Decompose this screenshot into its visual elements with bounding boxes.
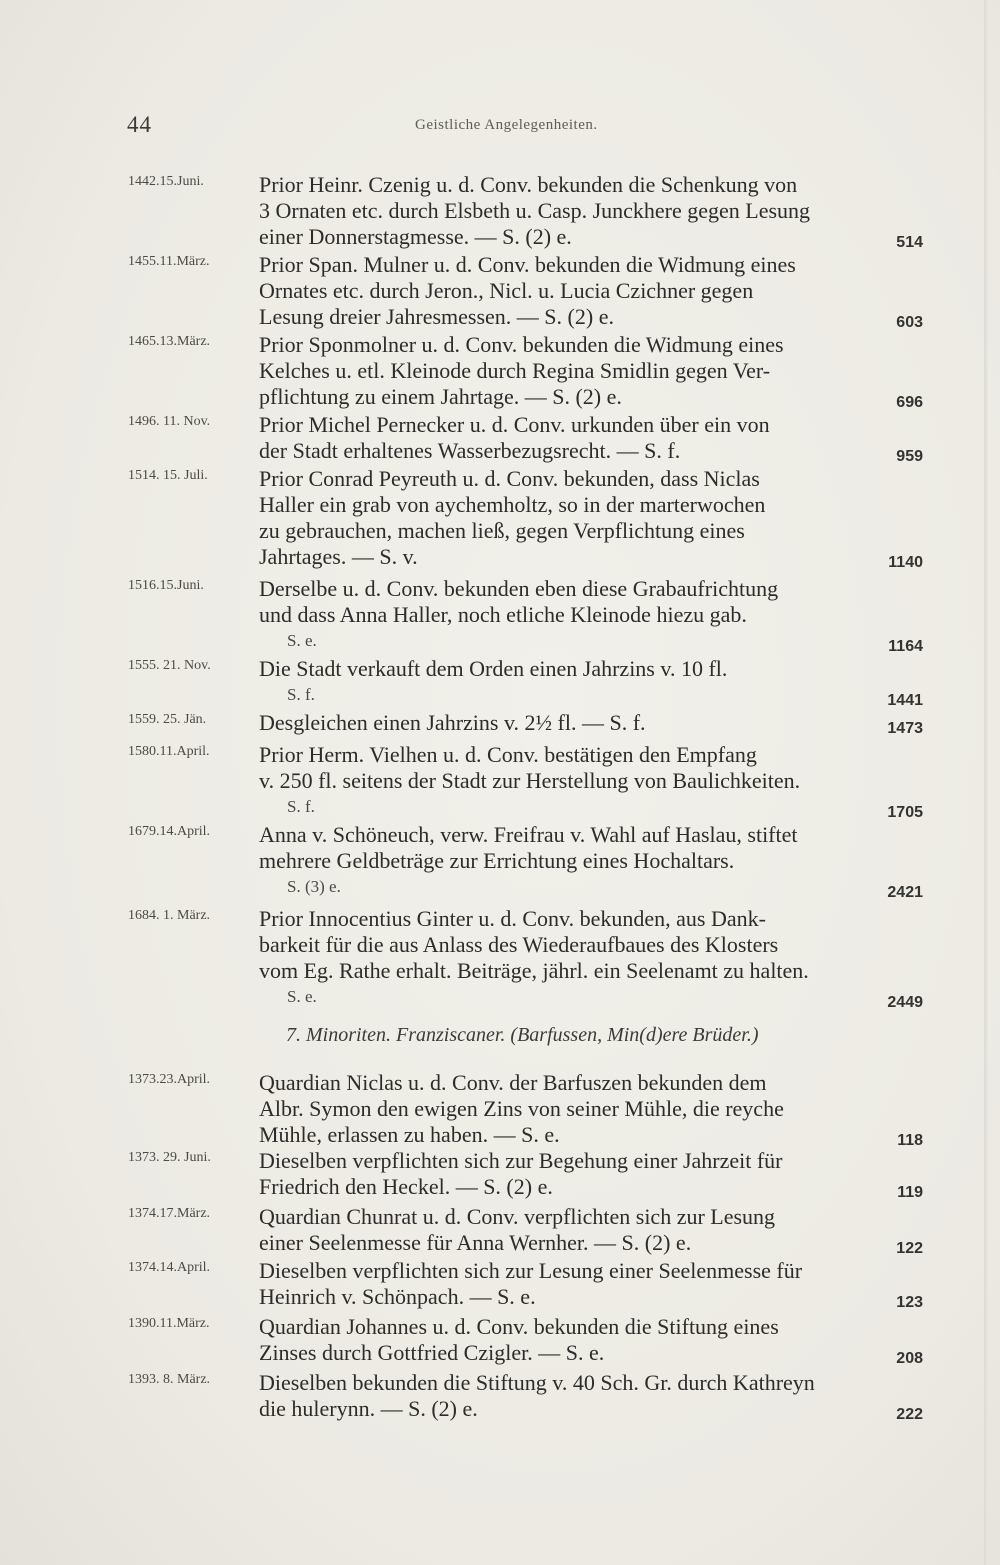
- entry-line: Derselbe u. d. Conv. bekunden eben diese Grabaufrichtung: [259, 576, 779, 601]
- document-number: 2421: [887, 884, 923, 901]
- entry-line: 3 Ornaten etc. durch Elsbeth u. Casp. Junckhere gegen Lesung: [259, 198, 811, 223]
- entry-line: Quardian Johannes u. d. Conv. bekunden die Stiftung eines: [259, 1314, 779, 1339]
- document-number: 1441: [887, 692, 923, 709]
- entry-date: 1455.11.März.: [128, 254, 210, 269]
- entry-date: 1496. 11. Nov.: [128, 414, 211, 429]
- entry-line: Zinses durch Gottfried Czigler. — S. e.: [259, 1340, 605, 1365]
- page-edge-shadow: [984, 0, 988, 1565]
- entry-line: barkeit für die aus Anlass des Wiederaufbaues des Klosters: [259, 932, 779, 957]
- document-number: 1705: [887, 804, 923, 821]
- page-header: [127, 112, 647, 142]
- entry-line: Prior Conrad Peyreuth u. d. Conv. bekunden, dass Niclas: [259, 466, 760, 491]
- document-number: 514: [896, 234, 923, 251]
- entry-line: S. f.: [287, 797, 315, 816]
- entry-line: die hulerynn. — S. (2) e.: [259, 1396, 478, 1421]
- entry-line: v. 250 fl. seitens der Stadt zur Herstellung von Baulichkeiten.: [259, 768, 801, 793]
- document-number: 603: [896, 314, 923, 331]
- entry-text: [259, 1258, 923, 1310]
- entry-line: Dieselben bekunden die Stiftung v. 40 Sch. Gr. durch Kathreyn: [259, 1370, 815, 1395]
- document-number: 208: [896, 1350, 923, 1367]
- entry-date: 1373. 29. Juni.: [128, 1150, 211, 1165]
- entry-line: Prior Innocentius Ginter u. d. Conv. bekunden, aus Dank-: [259, 906, 766, 931]
- entry-line: einer Seelenmesse für Anna Wernher. — S. (2) e.: [259, 1230, 692, 1255]
- entry-text: [259, 656, 923, 708]
- entry-line: Prior Sponmolner u. d. Conv. bekunden die Widmung eines: [259, 332, 784, 357]
- entry-date: 1559. 25. Jän.: [128, 712, 207, 727]
- document-number: 1140: [888, 554, 923, 571]
- entry-line: Kelches u. etl. Kleinode durch Regina Smidlin gegen Ver-: [259, 358, 771, 383]
- entry-text: [259, 576, 923, 654]
- entry-line: Quardian Niclas u. d. Conv. der Barfuszen bekunden dem: [259, 1070, 767, 1095]
- entry-line: Dieselben verpflichten sich zur Begehung einer Jahrzeit für: [259, 1148, 783, 1173]
- entry-date: 1390.11.März.: [128, 1316, 210, 1331]
- entry-line: Haller ein grab von aychemholtz, so in der marterwochen: [259, 492, 766, 517]
- entry-date: 1555. 21. Nov.: [128, 658, 211, 673]
- entry-text: [259, 906, 923, 1010]
- entry-line: Prior Span. Mulner u. d. Conv. bekunden die Widmung eines: [259, 252, 796, 277]
- entry-line: Prior Michel Pernecker u. d. Conv. urkunden über ein von: [259, 412, 770, 437]
- section-heading: 7. Minoriten. Franziscaner. (Barfussen, Min(d)ere Brüder.): [286, 1024, 759, 1046]
- entry-date: 1679.14.April.: [128, 824, 211, 839]
- entry-date: 1516.15.Juni.: [128, 578, 204, 593]
- entry-text: [259, 1070, 923, 1148]
- entry-line: Friedrich den Heckel. — S. (2) e.: [259, 1174, 553, 1199]
- entry-line: Dieselben verpflichten sich zur Lesung einer Seelenmesse für: [259, 1258, 803, 1283]
- entry-date: 1373.23.April.: [128, 1072, 211, 1087]
- entry-line: Lesung dreier Jahresmessen. — S. (2) e.: [259, 304, 614, 329]
- entry-line: Quardian Chunrat u. d. Conv. verpflichten sich zur Lesung: [259, 1204, 776, 1229]
- entry-line: Ornates etc. durch Jeron., Nicl. u. Lucia Czichner gegen: [259, 278, 754, 303]
- document-number: 696: [896, 394, 923, 411]
- entry-text: [259, 1370, 923, 1422]
- entry-text: [259, 466, 923, 570]
- entry-line: S. e.: [287, 631, 317, 650]
- document-number: 1473: [887, 720, 923, 737]
- entry-text: [259, 742, 923, 820]
- page-number: 44: [127, 112, 152, 137]
- document-number: 119: [897, 1184, 923, 1201]
- entry-text: [259, 1148, 923, 1200]
- entry-date: 1374.14.April.: [128, 1260, 211, 1275]
- document-number: 959: [896, 448, 923, 465]
- entry-text: [259, 412, 923, 464]
- document-number: 2449: [887, 994, 923, 1011]
- entry-text: [259, 710, 923, 736]
- entry-line: einer Donnerstagmesse. — S. (2) e.: [259, 224, 572, 249]
- entry-line: Prior Herm. Vielhen u. d. Conv. bestätigen den Empfang: [259, 742, 757, 767]
- entry-line: S. e.: [287, 987, 317, 1006]
- entry-line: mehrere Geldbeträge zur Errichtung eines Hochaltars.: [259, 848, 735, 873]
- entry-date: 1684. 1. März.: [128, 908, 211, 923]
- document-number: 122: [896, 1240, 923, 1257]
- entry-line: Heinrich v. Schönpach. — S. e.: [259, 1284, 536, 1309]
- document-number: 118: [897, 1132, 923, 1149]
- document-number: 1164: [888, 638, 923, 655]
- entry-line: Prior Heinr. Czenig u. d. Conv. bekunden die Schenkung von: [259, 172, 798, 197]
- entry-text: [259, 252, 923, 330]
- entry-line: Albr. Symon den ewigen Zins von seiner Mühle, die reyche: [259, 1096, 784, 1121]
- entry-line: S. f.: [287, 685, 315, 704]
- entry-line: und dass Anna Haller, noch etliche Kleinode hiezu gab.: [259, 602, 747, 627]
- entry-date: 1514. 15. Juli.: [128, 468, 208, 483]
- entry-text: [259, 1204, 923, 1256]
- entry-line: Die Stadt verkauft dem Orden einen Jahrzins v. 10 fl.: [259, 656, 728, 681]
- entry-line: Jahrtages. — S. v.: [259, 544, 418, 569]
- entry-line: vom Eg. Rathe erhalt. Beiträge, jährl. ein Seelenamt zu halten.: [259, 958, 809, 983]
- entry-text: [259, 332, 923, 410]
- entry-line: Desgleichen einen Jahrzins v. 2½ fl. — S. f.: [259, 710, 646, 735]
- entry-line: Mühle, erlassen zu haben. — S. e.: [259, 1122, 560, 1147]
- entry-date: 1374.17.März.: [128, 1206, 211, 1221]
- entry-date: 1442.15.Juni.: [128, 174, 204, 189]
- running-title: Geistliche Angelegenheiten.: [415, 117, 598, 133]
- entry-text: [259, 1314, 923, 1366]
- entry-text: [259, 822, 923, 900]
- entry-line: der Stadt erhaltenes Wasserbezugsrecht. — S. f.: [259, 438, 681, 463]
- entry-line: Anna v. Schöneuch, verw. Freifrau v. Wahl auf Haslau, stiftet: [259, 822, 798, 847]
- entry-date: 1393. 8. März.: [128, 1372, 211, 1387]
- entry-date: 1465.13.März.: [128, 334, 211, 349]
- entry-line: pflichtung zu einem Jahrtage. — S. (2) e.: [259, 384, 622, 409]
- document-number: 222: [896, 1406, 923, 1423]
- entry-line: S. (3) e.: [287, 877, 341, 896]
- entry-text: [259, 172, 923, 250]
- document-number: 123: [896, 1294, 923, 1311]
- entry-line: zu gebrauchen, machen ließ, gegen Verpflichtung eines: [259, 518, 745, 543]
- entry-date: 1580.11.April.: [128, 744, 210, 759]
